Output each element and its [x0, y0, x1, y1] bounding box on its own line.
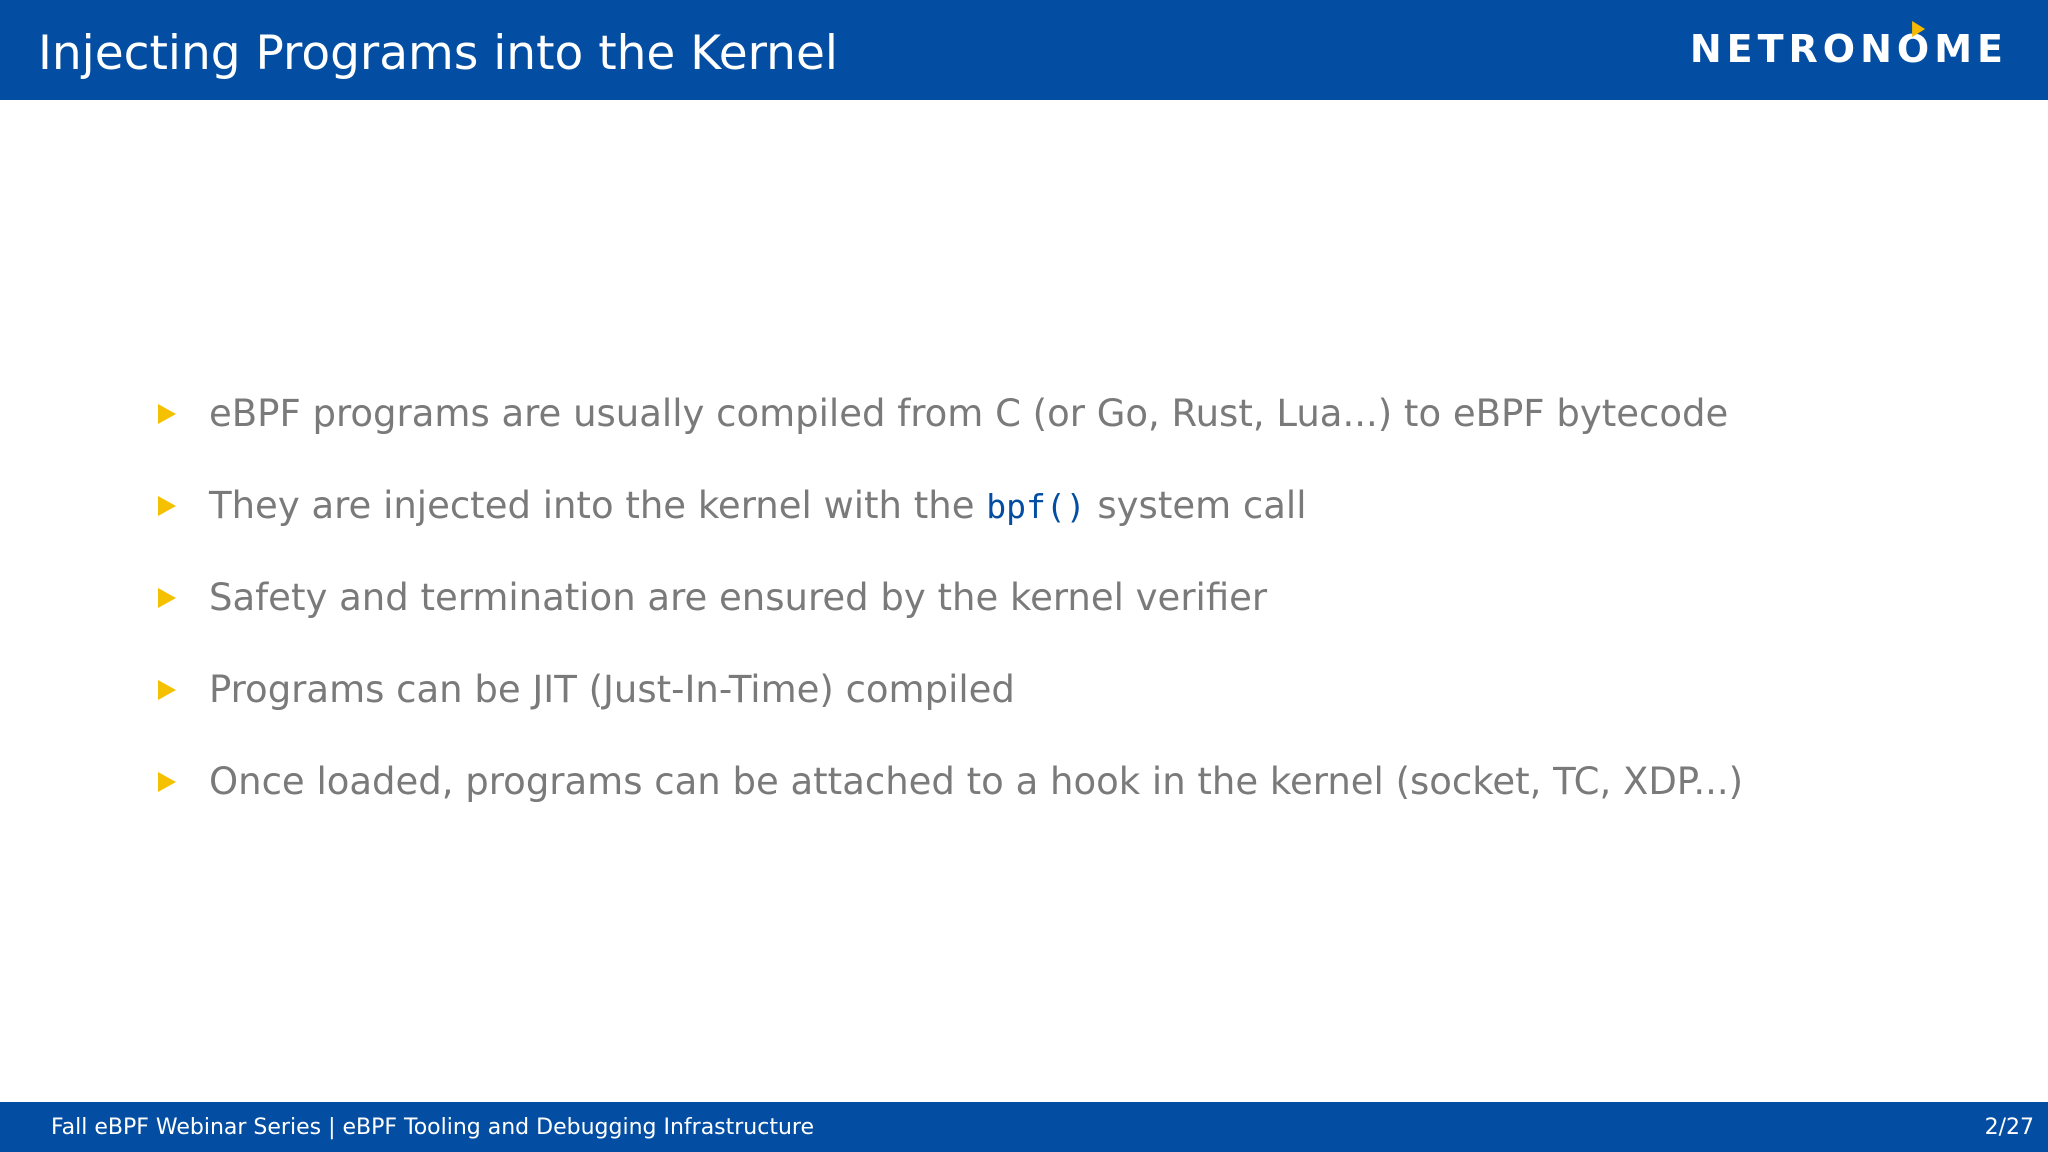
bullet-item: [158, 368, 1743, 460]
slide-title: Injecting Programs into the Kernel: [38, 26, 838, 81]
logo-text-suffix: ME: [1934, 27, 2008, 71]
logo-text-prefix: NETRON: [1689, 27, 1897, 71]
bullet-text-before: They are injected into the kernel with the: [209, 483, 987, 527]
bullet-item: [158, 736, 1743, 828]
bullet-text: Programs can be JIT (Just-In-Time) compiled: [209, 668, 1015, 711]
logo-o-letter: [1897, 27, 1934, 71]
bullet-text: Once loaded, programs can be attached to a hook in the kernel (socket, TC, XDP...): [209, 760, 1744, 803]
header-bar: [0, 0, 2048, 100]
triangle-bullet-icon: [158, 588, 176, 608]
play-triangle-icon: [1912, 21, 1925, 37]
bullet-text-after: system call: [1085, 483, 1307, 527]
netronome-logo: [1690, 28, 2008, 70]
bullet-item: [158, 644, 1743, 736]
footer-title: Fall eBPF Webinar Series | eBPF Tooling and Debugging Infrastructure: [51, 1115, 815, 1140]
triangle-bullet-icon: [158, 772, 176, 792]
triangle-bullet-icon: [158, 404, 176, 424]
bullet-item: [158, 460, 1743, 552]
bullet-text: eBPF programs are usually compiled from C (or Go, Rust, Lua...) to eBPF bytecode: [209, 392, 1729, 435]
triangle-bullet-icon: [158, 496, 176, 516]
bpf-syscall-code: bpf(): [986, 486, 1086, 526]
bullet-item: [158, 552, 1743, 644]
bullet-list: [158, 368, 1743, 828]
bullet-text: Safety and termination are ensured by the kernel verifier: [209, 576, 1268, 619]
footer-bar: [0, 1102, 2048, 1152]
page-number: 2/27: [1984, 1115, 2034, 1140]
triangle-bullet-icon: [158, 680, 176, 700]
logo-o-text: O: [1896, 27, 1935, 71]
bullet-text: [209, 484, 1306, 529]
